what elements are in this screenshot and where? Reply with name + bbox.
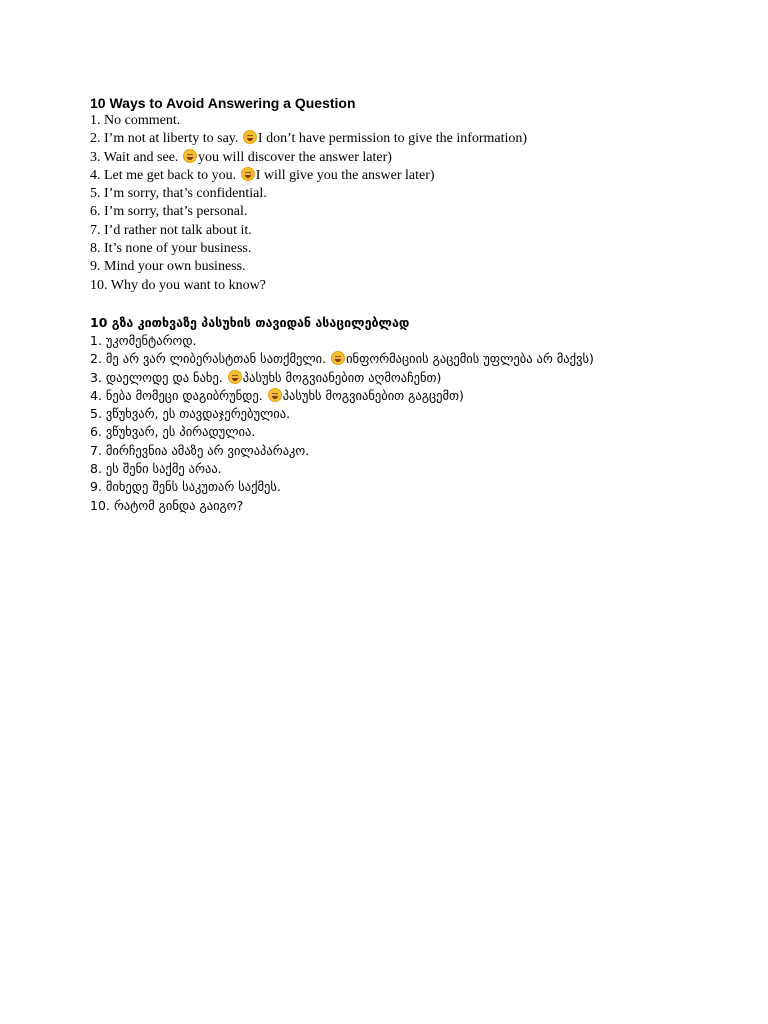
smiling-face-icon <box>243 130 257 144</box>
list-item <box>90 497 730 515</box>
list-item-text: 3. დაელოდე და ნახე. <box>90 369 227 385</box>
list-item <box>90 222 730 240</box>
list-item-explanation: პასუხს მოგვიანებით აღმოაჩენთ) <box>242 369 442 385</box>
section-spacer <box>90 295 730 314</box>
list-item <box>90 460 730 478</box>
smiling-face-icon <box>241 167 255 181</box>
list-item <box>90 203 730 221</box>
list-item-text: 9. მიხედე შენს საკუთარ საქმეს. <box>90 479 281 495</box>
smiling-face-icon <box>228 370 242 384</box>
smiling-face-icon <box>331 351 345 365</box>
list-item <box>90 112 730 130</box>
list-item-text: 5. I’m sorry, that’s confidential. <box>90 186 267 202</box>
list-item-text: 2. I’m not at liberty to say. <box>90 131 242 147</box>
list-item <box>90 185 730 203</box>
list-item-text: 4. Let me get back to you. <box>90 167 240 183</box>
list-item <box>90 258 730 276</box>
list-item-text: 8. It’s none of your business. <box>90 241 252 257</box>
list-item <box>90 350 730 368</box>
list-item <box>90 387 730 405</box>
list-item-text: 6. ვწუხვარ, ეს პირადულია. <box>90 424 256 440</box>
list-item-text: 8. ეს შენი საქმე არაა. <box>90 461 222 477</box>
list-item-text: 3. Wait and see. <box>90 149 182 165</box>
document-content <box>90 94 730 515</box>
list-item-text: 6. I’m sorry, that’s personal. <box>90 204 248 220</box>
smiling-face-icon <box>183 149 197 163</box>
list-item <box>90 332 730 350</box>
list-item <box>90 277 730 295</box>
list-item-explanation: პასუხს მოგვიანებით გაგცემთ) <box>282 387 464 403</box>
georgian-section <box>90 314 730 515</box>
list-item-text: 10. Why do you want to know? <box>90 277 266 293</box>
list-item-text: 9. Mind your own business. <box>90 259 246 275</box>
list-item-explanation: I will give you the answer later) <box>255 167 435 183</box>
list-item <box>90 149 730 167</box>
list-item <box>90 442 730 460</box>
list-item-text: 7. მირჩევნია ამაზე არ ვილაპარაკო. <box>90 442 310 458</box>
list-item <box>90 130 730 148</box>
list-item-text: 1. უკომენტაროდ. <box>90 332 197 348</box>
list-item <box>90 478 730 496</box>
georgian-list <box>90 332 730 515</box>
list-item-text: 4. ნება მომეცი დაგიბრუნდე. <box>90 387 267 403</box>
english-title: 10 Ways to Avoid Answering a Question <box>90 95 356 111</box>
list-item-text: 10. რატომ გინდა გაიგო? <box>90 497 244 513</box>
list-item-explanation: ინფორმაციის გაცემის უფლება არ მაქვს) <box>346 351 594 367</box>
english-section <box>90 94 730 295</box>
english-list <box>90 112 730 295</box>
list-item <box>90 167 730 185</box>
list-item-explanation: you will discover the answer later) <box>197 149 392 165</box>
georgian-title: 10 გზა კითხვაზე პასუხის თავიდან ასაცილებლად <box>90 314 410 330</box>
list-item <box>90 240 730 258</box>
list-item <box>90 369 730 387</box>
smiling-face-icon <box>268 388 282 402</box>
list-item-text: 7. I’d rather not talk about it. <box>90 222 252 238</box>
list-item-text: 5. ვწუხვარ, ეს თავდაჯერებულია. <box>90 406 291 422</box>
list-item <box>90 405 730 423</box>
list-item-text: 2. მე არ ვარ ლიბერასტთან სათქმელი. <box>90 351 331 367</box>
list-item <box>90 423 730 441</box>
list-item-text: 1. No comment. <box>90 113 181 128</box>
list-item-explanation: I don’t have permission to give the information) <box>257 131 528 147</box>
